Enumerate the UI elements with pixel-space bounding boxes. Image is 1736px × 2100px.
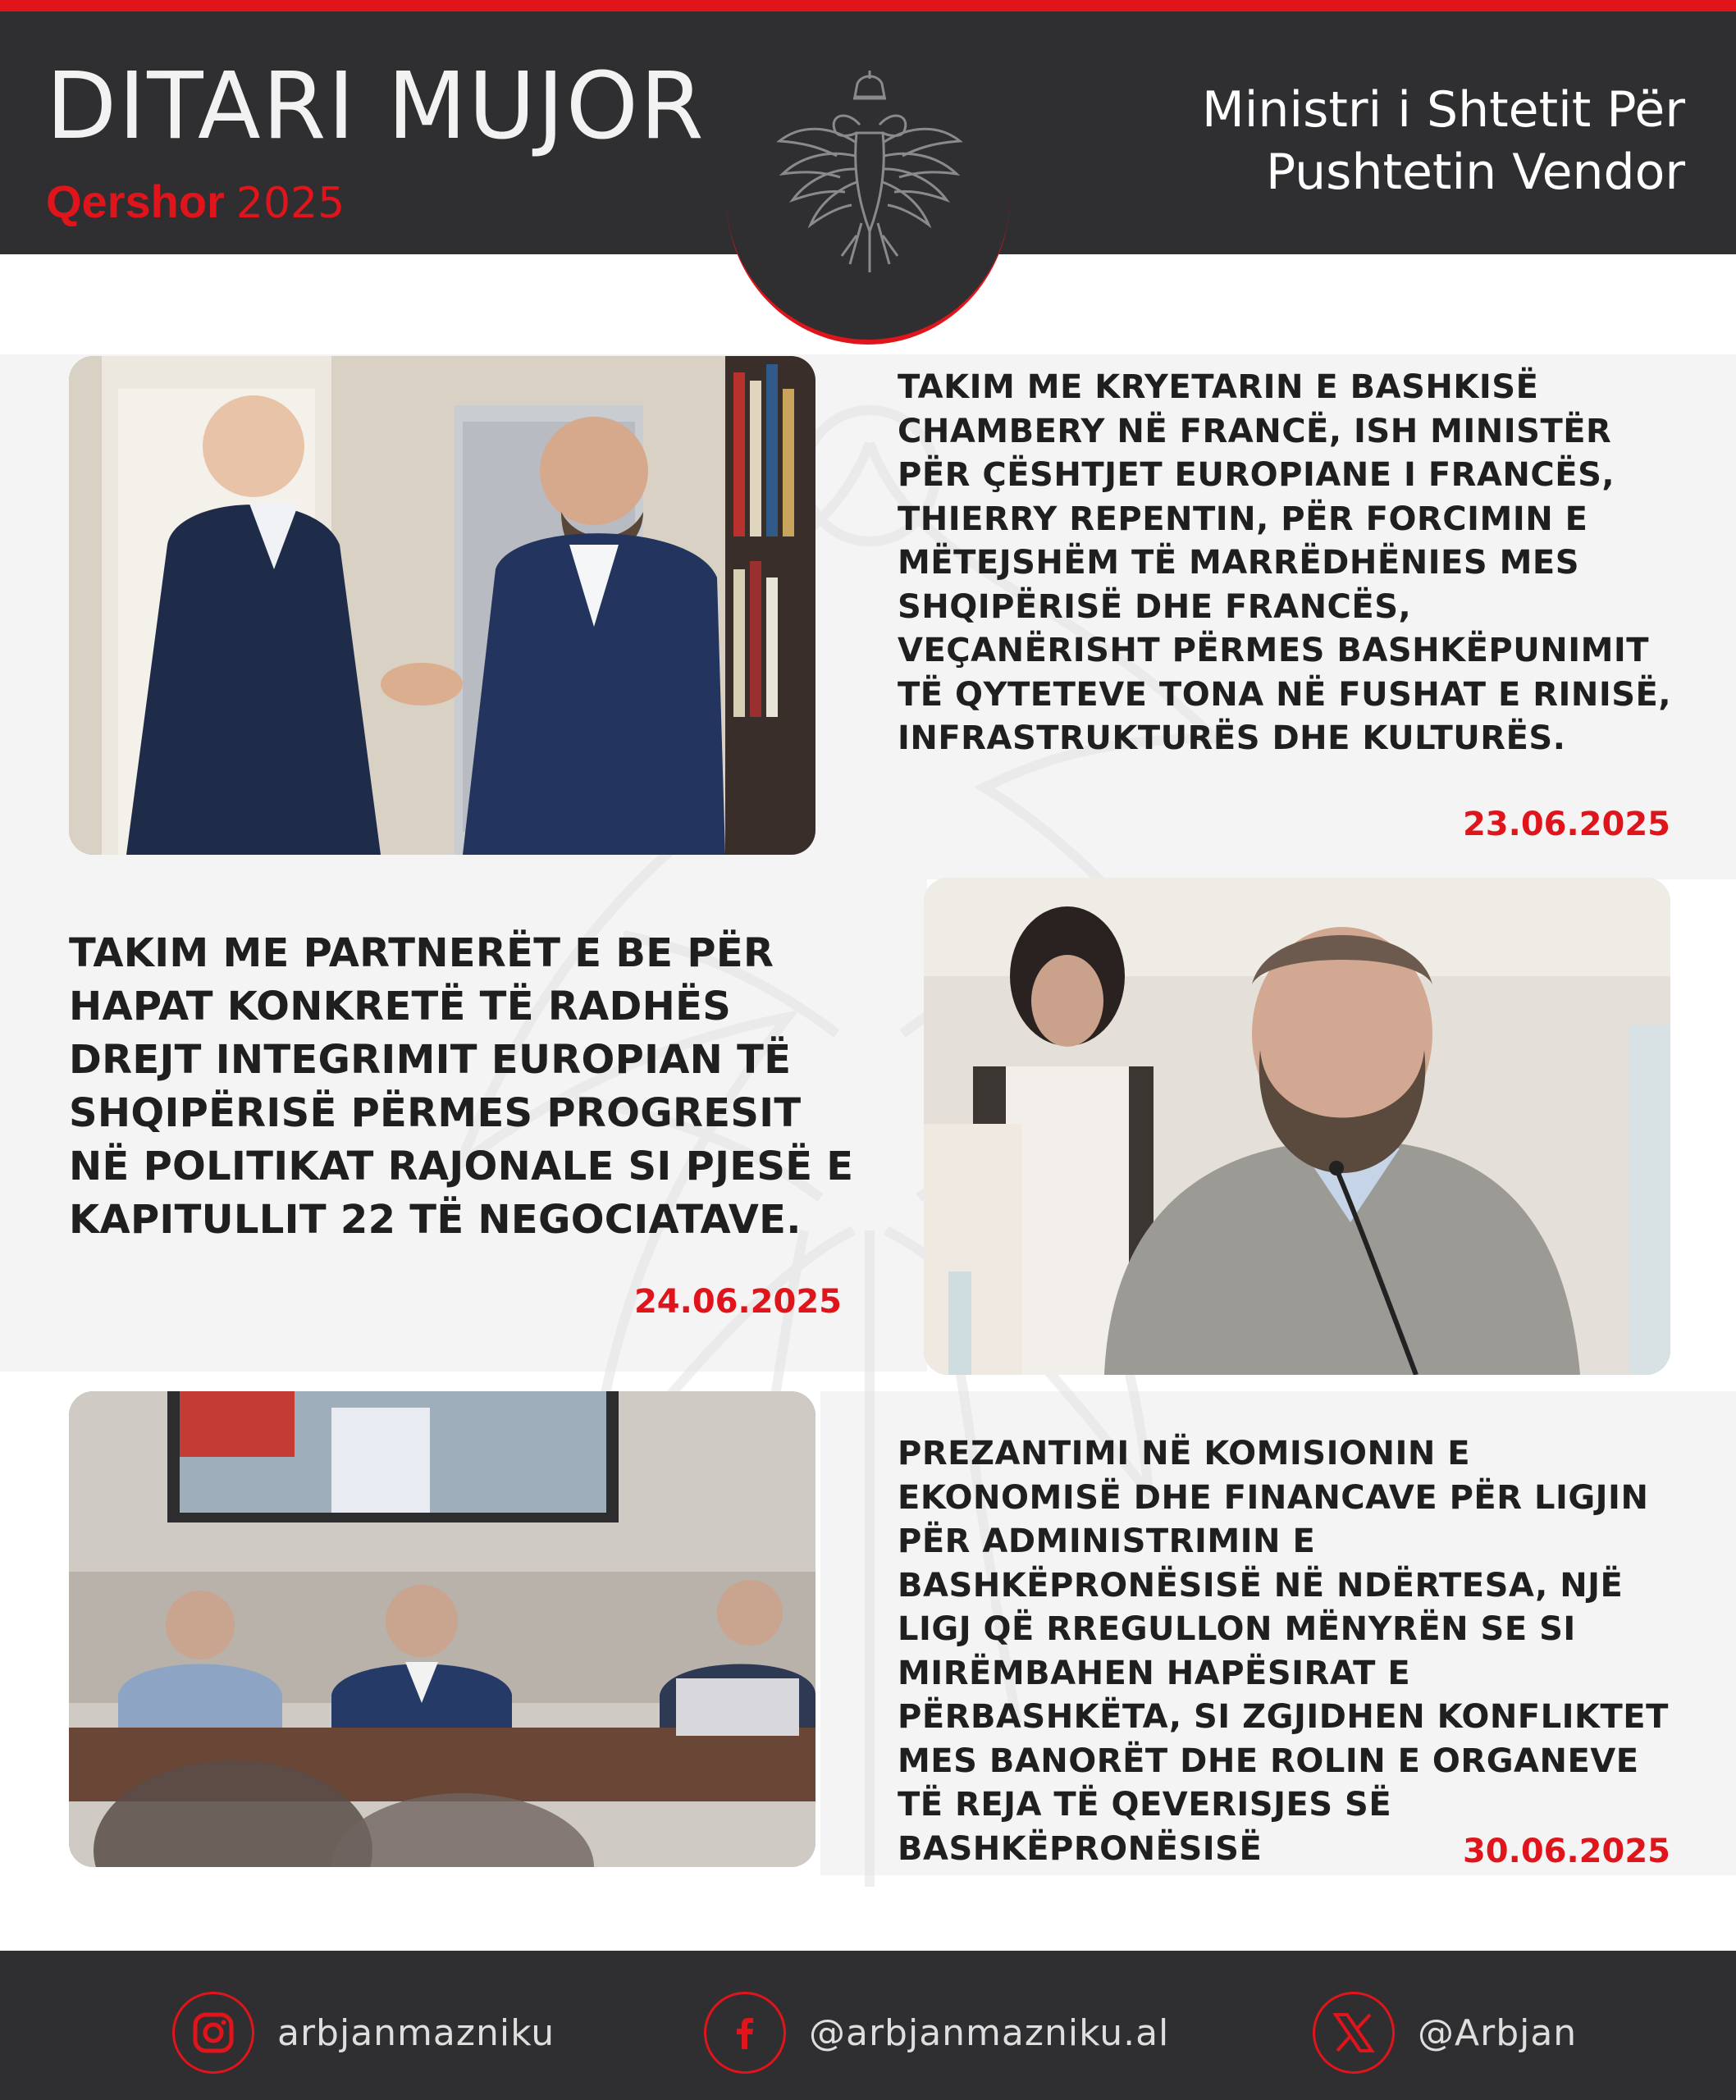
entry-1-photo [69,356,815,855]
instagram-link[interactable] [172,1992,555,2074]
page-title: DITARI MUJOR [46,53,706,160]
entry-2-photo [924,878,1670,1375]
facebook-link[interactable] [704,1992,1169,2074]
top-accent-bar [0,0,1736,11]
office-title-line-2: Pushtetin Vendor [1266,144,1685,201]
entry-3-text: PREZANTIMI NË KOMISIONIN E EKONOMISË DHE FINANCAVE PËR LIGJIN PËR ADMINISTRIMIN E BASHKËPRONËSISË NË NDËRTESA, NJË LIGJ QË RREGULLON MËNYRËN SE SI MIRËMBAHEN HAPËSIRAT E PËRBASHKËTA, SI ZGJIDHEN KONFLIKTET MES BANORËT DHE ROLIN E ORGANEVE TË REJA TË QEVERISJES SË BASHKËPRONËSISË [898,1435,1669,1868]
instagram-handle: arbjanmazniku [277,2011,555,2054]
page-subtitle [46,176,345,228]
year-label: 2025 [235,179,345,228]
entry-2-date: 24.06.2025 [633,1283,842,1321]
month-label: Qershor [46,176,225,227]
entry-1-date: 23.06.2025 [1462,806,1670,843]
entry-1-text: TAKIM ME KRYETARIN E BASHKISË CHAMBERY NË FRANCË, ISH MINISTËR PËR ÇËSHTJET EUROPIANE I FRANCËS, THIERRY REPENTIN, PËR FORCIMIN E MËTEJSHËM TË MARRËDHËNIES MES SHQIPËRISË DHE FRANCËS, VEÇANËRISHT PËRMES BASHKËPUNIMIT TË QYTETEVE TONA NË FUSHAT E RINISË, INFRASTRUKTURËS DHE KULTURËS. [898,368,1672,757]
commission-panel-photo-image [69,1391,815,1867]
x-icon [1313,1992,1395,2074]
facebook-icon [704,1992,786,2074]
entry-3-photo [69,1391,815,1867]
x-handle: @Arbjan [1418,2011,1578,2054]
entry-3-date: 30.06.2025 [1462,1833,1670,1870]
footer [0,1951,1736,2100]
x-link[interactable] [1313,1992,1577,2074]
handshake-photo-image [69,356,815,855]
office-title [1111,79,1685,203]
office-title-line-1: Ministri i Shtetit Për [1201,81,1685,139]
facebook-handle: @arbjanmazniku.al [809,2011,1170,2054]
entry-2-text: TAKIM ME PARTNERËT E BE PËR HAPAT KONKRETË TË RADHËS DREJT INTEGRIMIT EUROPIAN TË SHQIPËRISË PËRMES PROGRESIT NË POLITIKAT RAJONALE SI PJESË E KAPITULLIT 22 TË NEGOCIATAVE. [69,930,854,1243]
albanian-eagle-emblem-icon [771,67,968,281]
meeting-speaker-photo-image [924,878,1670,1375]
instagram-icon [172,1992,254,2074]
